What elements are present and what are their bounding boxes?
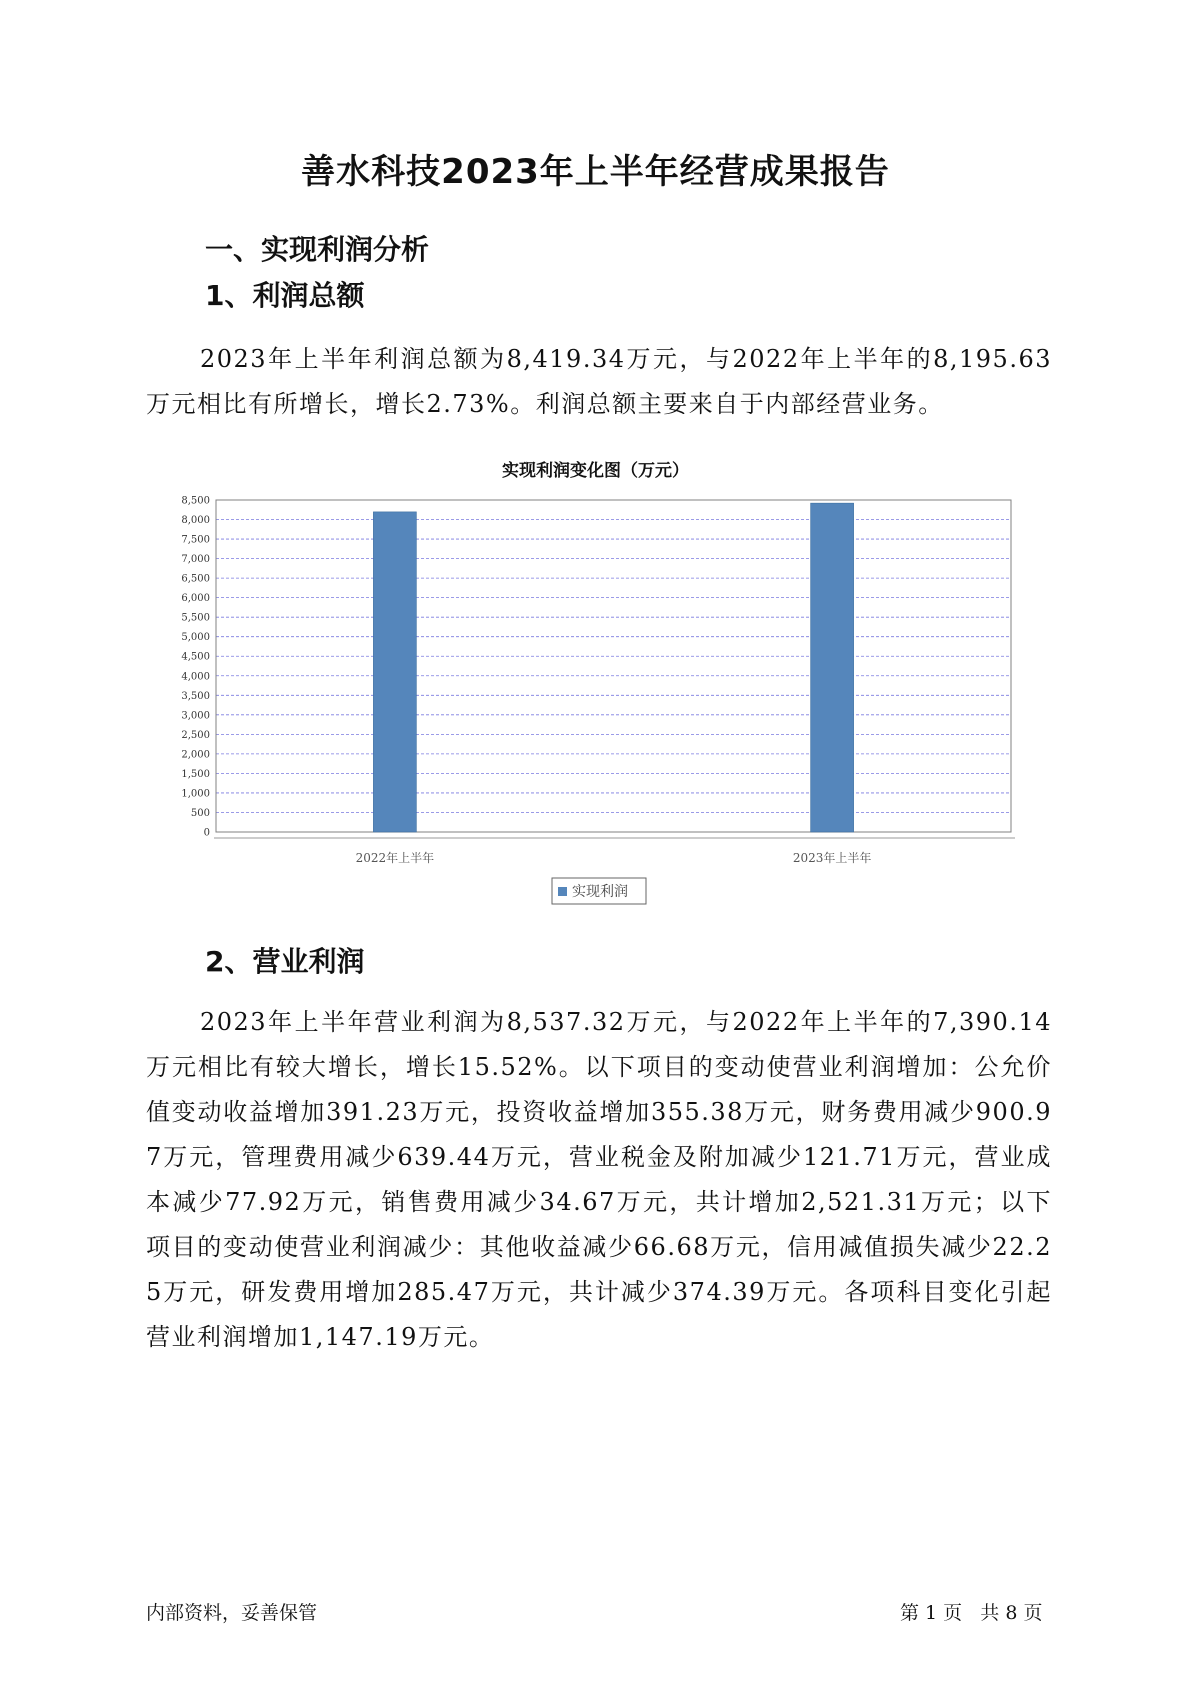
legend-swatch	[558, 887, 567, 896]
paragraph-operating-profit: 2023年上半年营业利润为8,537.32万元，与2022年上半年的7,390.14万元相比有较大增长，增长15.52%。以下项目的变动使营业利润增加：公允价值变动收益增加391.23万元，投资收益增加355.38万元，财务费用减少900.97万元，管理费用减少639.44万元，营业税金及附加减少121.71万元，营业成本减少77.92万元，销售费用减少34.67万元，共计增加2,521.31万元；以下项目的变动使营业利润减少：其他收益减少66.68万元，信用减值损失减少22.25万元，研发费用增加285.47万元，共计减少374.39万元。各项科目变化引起营业利润增加1,147.19万元。	[146, 1008, 1052, 1351]
y-tick-label: 1,000	[181, 788, 210, 800]
y-tick-label: 1,500	[181, 768, 210, 780]
report-title: 善水科技2023年上半年经营成果报告	[301, 152, 890, 192]
subheading-total-profit: 1、利润总额	[205, 279, 365, 312]
x-tick-label: 2023年上半年	[792, 851, 872, 865]
y-tick-label: 7,500	[181, 534, 210, 546]
profit-bar-chart	[160, 490, 1030, 910]
y-tick-label: 3,500	[181, 690, 210, 702]
section-heading-profit-analysis: 一、实现利润分析	[205, 233, 430, 266]
y-tick-label: 6,000	[181, 593, 210, 605]
subheading-operating-profit: 2、营业利润	[205, 945, 365, 978]
y-tick-label: 6,500	[181, 573, 210, 585]
y-tick-label: 500	[190, 807, 210, 819]
y-tick-label: 4,000	[181, 671, 210, 683]
bar-2	[811, 503, 854, 832]
y-tick-label: 8,000	[181, 515, 210, 527]
y-tick-label: 5,000	[181, 632, 210, 644]
y-tick-label: 3,000	[181, 710, 210, 722]
chart-title: 实现利润变化图（万元）	[502, 461, 689, 481]
y-tick-label: 2,500	[181, 729, 210, 741]
y-tick-label: 7,000	[181, 554, 210, 566]
footer-page-number: 第 1 页 共 8 页	[900, 1602, 1043, 1624]
y-tick-label: 8,500	[181, 495, 210, 507]
y-tick-label: 0	[203, 827, 210, 839]
y-tick-label: 2,000	[181, 749, 210, 761]
plot-frame	[216, 500, 1011, 832]
y-tick-label: 4,500	[181, 651, 210, 663]
bar-1	[373, 512, 416, 832]
footer-confidential-note: 内部资料，妥善保管	[146, 1602, 318, 1624]
x-tick-label: 2022年上半年	[355, 851, 435, 865]
y-tick-label: 5,500	[181, 612, 210, 624]
paragraph-total-profit: 2023年上半年利润总额为8,419.34万元，与2022年上半年的8,195.63万元相比有所增长，增长2.73%。利润总额主要来自于内部经营业务。	[146, 345, 1052, 418]
legend-label: 实现利润	[572, 884, 628, 900]
